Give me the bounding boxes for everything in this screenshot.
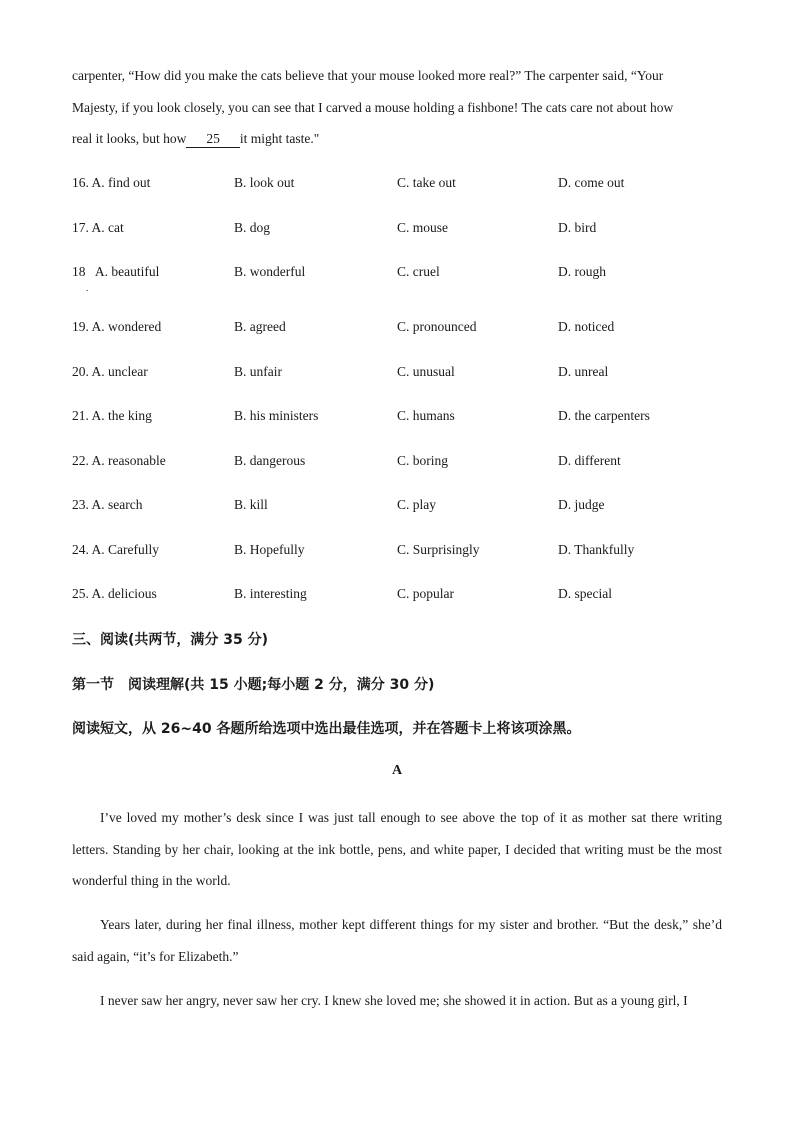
option-c: C. unusual (397, 364, 455, 379)
option-a: 24. A. Carefully (72, 542, 159, 557)
intro-line-3-before: real it looks, but how (72, 131, 187, 146)
passage-paragraph-3: I never saw her angry, never saw her cry. I knew she loved me; she showed it in action. But as a young girl, I (100, 993, 688, 1008)
part-label: 第一节 (72, 677, 114, 693)
option-a: 19. A. wondered (72, 319, 162, 334)
section-title: 三、阅读(共两节，满分 35 分) (72, 632, 269, 648)
question-19-options (0, 319, 794, 339)
option-d: D. the carpenters (558, 408, 650, 423)
question-16-options (0, 175, 794, 195)
option-c: C. pronounced (397, 319, 477, 334)
option-c: C. take out (397, 175, 456, 190)
option-d: D. different (558, 453, 621, 468)
stray-mark: . (86, 283, 89, 293)
part-title: 阅读理解(共 15 小题;每小题 2 分，满分 30 分) (128, 677, 435, 693)
option-a: 25. A. delicious (72, 586, 157, 601)
passage-paragraph-2: Years later, during her final illness, mother kept different things for my sister and brother. “But the desk,” she’d said again, “it’s for Elizabeth.” (72, 917, 722, 964)
intro-line-2: Majesty, if you look closely, you can see that I carved a mouse holding a fishbone! The cats care not about how (72, 99, 674, 115)
option-a: 18 A. beautiful (72, 264, 160, 279)
question-22-options (0, 453, 794, 473)
reading-instruction: 阅读短文，从 26~40 各题所给选项中选出最佳选项，并在答题卡上将该项涂黑。 (72, 721, 581, 737)
option-b: B. look out (234, 175, 295, 190)
option-d: D. special (558, 586, 612, 601)
question-20-options (0, 364, 794, 384)
option-a: 20. A. unclear (72, 364, 148, 379)
question-17-options (0, 220, 794, 240)
option-b: B. kill (234, 497, 268, 512)
option-c: C. Surprisingly (397, 542, 480, 557)
option-b: B. dog (234, 220, 271, 235)
passage-label: A (391, 763, 403, 778)
part-heading (72, 674, 434, 694)
question-23-options (0, 497, 794, 517)
option-c: C. humans (397, 408, 455, 423)
option-a: 21. A. the king (72, 408, 152, 423)
option-c: C. play (397, 497, 436, 512)
option-c: C. mouse (397, 220, 449, 235)
intro-line-1: carpenter, “How did you make the cats believe that your mouse looked more real?” The carpenter said, “Your (72, 68, 664, 83)
answer-blank-25: 25 (186, 131, 240, 148)
intro-paragraph (72, 60, 722, 155)
intro-line-3-after: it might taste." (239, 131, 320, 146)
option-d: D. come out (558, 175, 625, 190)
option-c: C. boring (397, 453, 449, 468)
option-b: B. wonderful (234, 264, 306, 279)
option-b: B. unfair (234, 364, 282, 379)
option-d: D. rough (558, 264, 606, 279)
passage-paragraph-1: I’ve loved my mother’s desk since I was just tall enough to see above the top of it as mother sat there writing letters. Standing by her chair, looking at the ink bottle, pens, and white paper, I decided that writing must be the most wonderful thing in the world. (72, 810, 722, 888)
option-b: B. his ministers (234, 408, 319, 423)
option-b: B. Hopefully (234, 542, 305, 557)
option-a: 23. A. search (72, 497, 143, 512)
option-d: D. noticed (558, 319, 615, 334)
option-d: D. judge (558, 497, 605, 512)
option-c: C. cruel (397, 264, 440, 279)
option-a: 16. A. find out (72, 175, 151, 190)
question-21-options (0, 408, 794, 428)
question-18-options (0, 264, 794, 284)
option-d: D. unreal (558, 364, 609, 379)
question-25-options (0, 586, 794, 606)
question-24-options (0, 542, 794, 562)
option-c: C. popular (397, 586, 454, 601)
option-b: B. agreed (234, 319, 286, 334)
option-b: B. dangerous (234, 453, 306, 468)
option-d: D. bird (558, 220, 597, 235)
option-d: D. Thankfully (558, 542, 635, 557)
option-a: 22. A. reasonable (72, 453, 166, 468)
option-b: B. interesting (234, 586, 307, 601)
option-a: 17. A. cat (72, 220, 124, 235)
